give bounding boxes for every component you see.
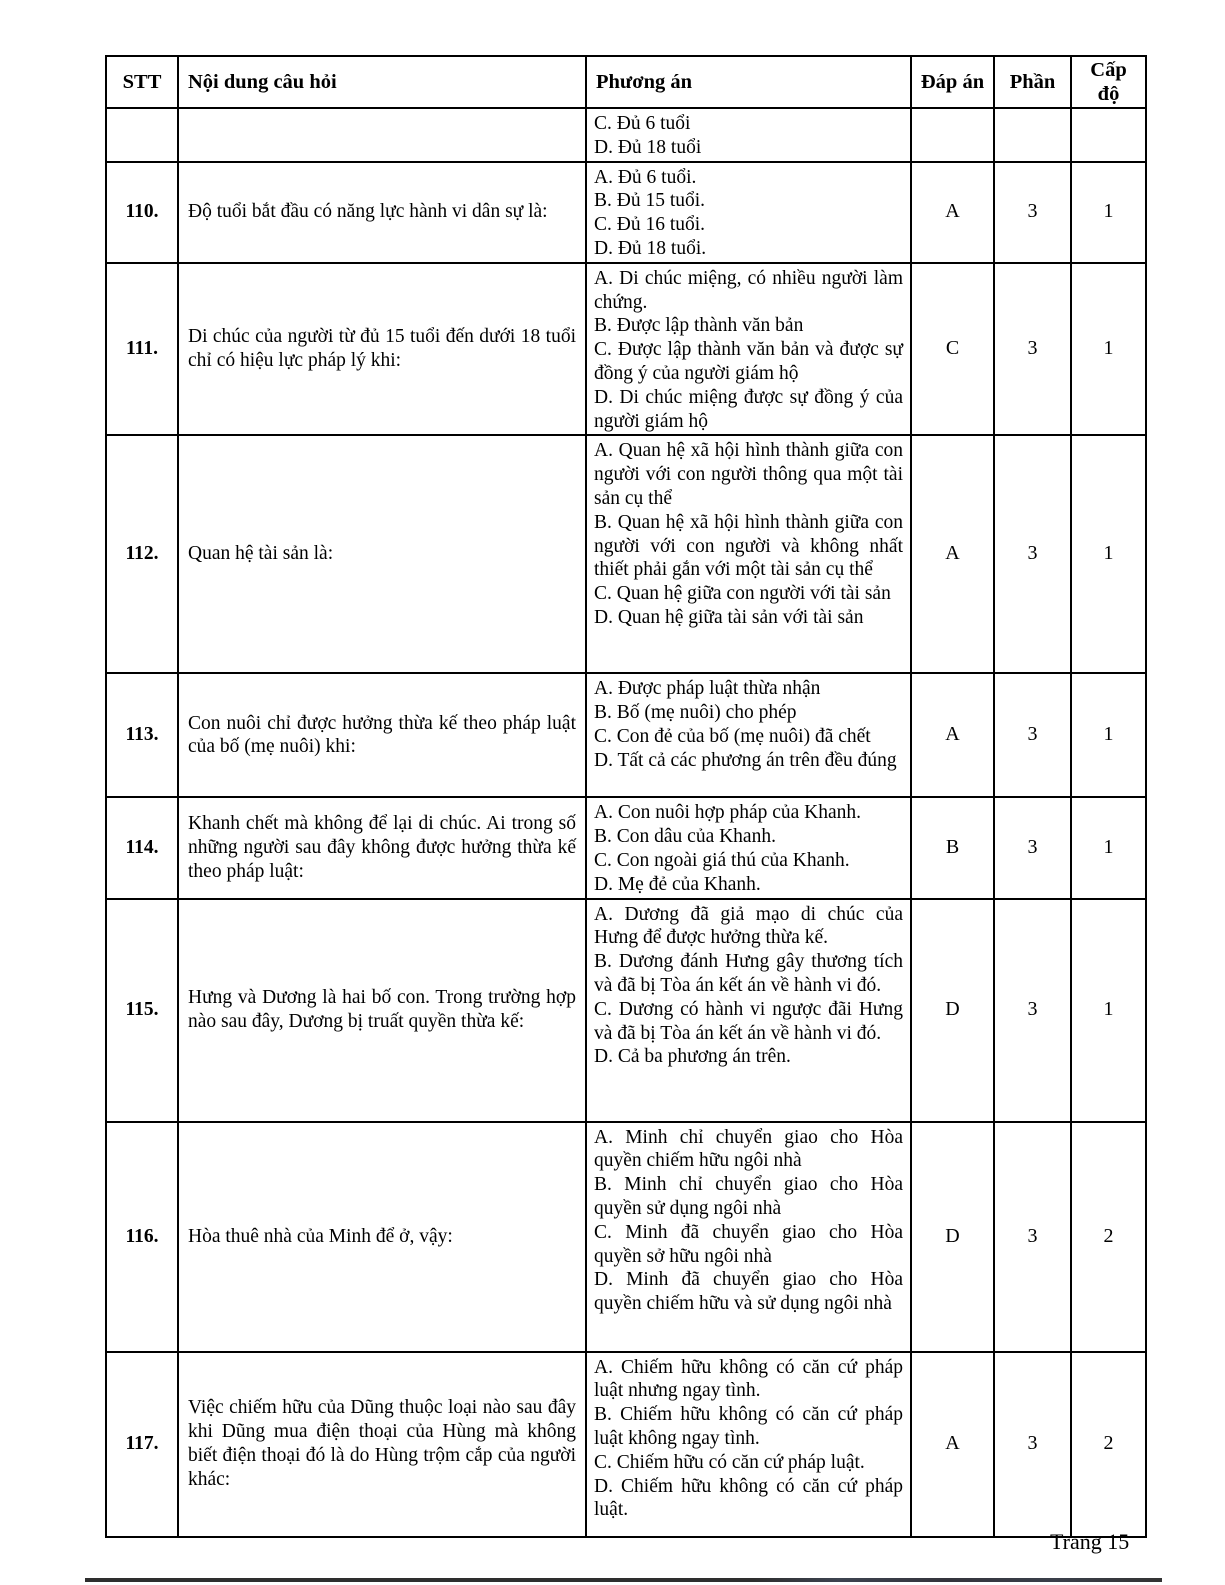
row-number: 117.: [106, 1352, 178, 1537]
row-number: 113.: [106, 673, 178, 797]
question-text: [178, 108, 586, 162]
option-text: B. Con dâu của Khanh.: [594, 826, 776, 848]
option-text: D. Chiếm hữu không có căn cứ pháp luật.: [594, 1475, 903, 1521]
answer-value: A: [911, 162, 994, 263]
part-value: 3: [994, 162, 1071, 263]
option-text: C. Con ngoài giá thú của Khanh.: [594, 849, 850, 871]
level-value: 2: [1071, 1352, 1146, 1537]
part-value: 3: [994, 1352, 1071, 1537]
question-text: Quan hệ tài sản là:: [178, 435, 586, 673]
level-value: 1: [1071, 435, 1146, 673]
row-number: 115.: [106, 899, 178, 1122]
option-text: C. Được lập thành văn bản và được sự đồng ý của người giám hộ: [594, 339, 903, 384]
option-text: D. Cả ba phương án trên.: [594, 1046, 791, 1068]
options-cell: [586, 1352, 911, 1537]
question-text: Việc chiếm hữu của Dũng thuộc loại nào sau đây khi Dũng mua điện thoại của Hùng mà không biết điện thoại đó là do Hùng trộm cắp của người khác:: [178, 1352, 586, 1537]
option-text: A. Con nuôi hợp pháp của Khanh.: [594, 802, 862, 824]
level-value: 1: [1071, 797, 1146, 898]
option-text: C. Dương có hành vi ngược đãi Hưng và đã bị Tòa án kết án về hành vi đó.: [594, 998, 903, 1044]
level-value: [1071, 108, 1146, 162]
option-text: A. Minh chỉ chuyển giao cho Hòa quyền chiếm hữu ngôi nhà: [594, 1126, 903, 1172]
options-cell: [586, 1122, 911, 1352]
table-header: [106, 56, 1146, 108]
level-value: 2: [1071, 1122, 1146, 1352]
option-text: A. Dương đã giả mạo di chúc của Hưng để được hưởng thừa kế.: [594, 903, 903, 949]
level-value: 1: [1071, 162, 1146, 263]
part-value: 3: [994, 899, 1071, 1122]
option-text: C. Chiếm hữu có căn cứ pháp luật.: [594, 1451, 865, 1473]
options-cell: [586, 797, 911, 898]
options-cell: [586, 162, 911, 263]
question-text: Di chúc của người từ đủ 15 tuổi đến dưới 18 tuổi chỉ có hiệu lực pháp lý khi:: [178, 263, 586, 436]
level-value: 1: [1071, 899, 1146, 1122]
header-answer: Đáp án: [911, 56, 994, 108]
options-cell: [586, 108, 911, 162]
part-value: 3: [994, 673, 1071, 797]
options-cell: [586, 263, 911, 436]
table-body: [106, 108, 1146, 1537]
answer-value: A: [911, 673, 994, 797]
options-cell: [586, 899, 911, 1122]
option-text: B. Được lập thành văn bản: [594, 315, 804, 337]
option-text: B. Minh chỉ chuyển giao cho Hòa quyền sử dụng ngôi nhà: [594, 1174, 903, 1219]
option-text: B. Quan hệ xã hội hình thành giữa con người với con người và không nhất thiết phải gắn với một tài sản cụ thể: [594, 511, 903, 581]
part-value: 3: [994, 435, 1071, 673]
option-text: B. Chiếm hữu không có căn cứ pháp luật không ngay tình.: [594, 1404, 903, 1449]
answer-value: A: [911, 1352, 994, 1537]
options-cell: [586, 673, 911, 797]
table-row: [106, 673, 1146, 797]
page-number: Trang 15: [1050, 1529, 1130, 1554]
next-page-edge: [85, 1578, 1162, 1582]
option-text: D. Tất cả các phương án trên đều đúng: [594, 749, 897, 771]
option-text: A. Quan hệ xã hội hình thành giữa con người với con người thông qua một tài sản cụ thể: [594, 440, 903, 509]
header-question: Nội dung câu hỏi: [178, 56, 586, 108]
header-options: Phương án: [586, 56, 911, 108]
option-text: B. Bố (mẹ nuôi) cho phép: [594, 702, 797, 724]
options-cell: [586, 435, 911, 673]
row-number: 116.: [106, 1122, 178, 1352]
question-text: Độ tuổi bắt đầu có năng lực hành vi dân sự là:: [178, 162, 586, 263]
header-part: Phần: [994, 56, 1071, 108]
table-row: [106, 1352, 1146, 1537]
option-text: C. Con đẻ của bố (mẹ nuôi) đã chết: [594, 725, 871, 747]
option-text: C. Đủ 6 tuổi: [594, 113, 691, 134]
option-text: D. Đủ 18 tuổi.: [594, 237, 707, 259]
option-text: A. Chiếm hữu không có căn cứ pháp luật nhưng ngay tình.: [594, 1356, 903, 1402]
option-text: C. Đủ 16 tuổi.: [594, 214, 706, 236]
part-value: [994, 108, 1071, 162]
option-text: A. Được pháp luật thừa nhận: [594, 678, 821, 700]
option-text: B. Đủ 15 tuổi.: [594, 190, 706, 212]
question-table: [105, 55, 1147, 1538]
option-text: D. Di chúc miệng được sự đồng ý của người giám hộ: [594, 386, 903, 432]
table-row: [106, 162, 1146, 263]
answer-value: B: [911, 797, 994, 898]
answer-value: C: [911, 263, 994, 436]
option-text: B. Dương đánh Hưng gây thương tích và đã bị Tòa án kết án về hành vi đó.: [594, 951, 903, 996]
part-value: 3: [994, 1122, 1071, 1352]
option-text: D. Mẹ đẻ của Khanh.: [594, 873, 761, 895]
answer-value: D: [911, 899, 994, 1122]
part-value: 3: [994, 797, 1071, 898]
option-text: C. Quan hệ giữa con người với tài sản: [594, 583, 891, 605]
row-number: [106, 108, 178, 162]
answer-value: [911, 108, 994, 162]
option-text: A. Đủ 6 tuổi.: [594, 166, 697, 188]
answer-value: A: [911, 435, 994, 673]
question-text: Hòa thuê nhà của Minh để ở, vậy:: [178, 1122, 586, 1352]
table-row: [106, 797, 1146, 898]
answer-value: D: [911, 1122, 994, 1352]
option-text: D. Quan hệ giữa tài sản với tài sản: [594, 606, 864, 628]
level-value: 1: [1071, 263, 1146, 436]
table-row: [106, 108, 1146, 162]
option-text: A. Di chúc miệng, có nhiều người làm chứng.: [594, 267, 903, 313]
table-row: [106, 435, 1146, 673]
table-row: [106, 899, 1146, 1122]
question-text: Hưng và Dương là hai bố con. Trong trường hợp nào sau đây, Dương bị truất quyền thừa kế:: [178, 899, 586, 1122]
header-level: Cấp độ: [1071, 56, 1146, 108]
row-number: 111.: [106, 263, 178, 436]
option-text: C. Minh đã chuyển giao cho Hòa quyền sở hữu ngôi nhà: [594, 1221, 903, 1267]
table-row: [106, 263, 1146, 436]
row-number: 110.: [106, 162, 178, 263]
option-text: D. Minh đã chuyển giao cho Hòa quyền chiếm hữu và sử dụng ngôi nhà: [594, 1269, 903, 1315]
part-value: 3: [994, 263, 1071, 436]
question-text: Khanh chết mà không để lại di chúc. Ai trong số những người sau đây không được hưởng thừa kế theo pháp luật:: [178, 797, 586, 898]
level-value: 1: [1071, 673, 1146, 797]
header-stt: STT: [106, 56, 178, 108]
option-text: D. Đủ 18 tuổi: [594, 136, 702, 158]
row-number: 112.: [106, 435, 178, 673]
table-row: [106, 1122, 1146, 1352]
row-number: 114.: [106, 797, 178, 898]
question-text: Con nuôi chỉ được hưởng thừa kế theo pháp luật của bố (mẹ nuôi) khi:: [178, 673, 586, 797]
header-row: [106, 56, 1146, 108]
